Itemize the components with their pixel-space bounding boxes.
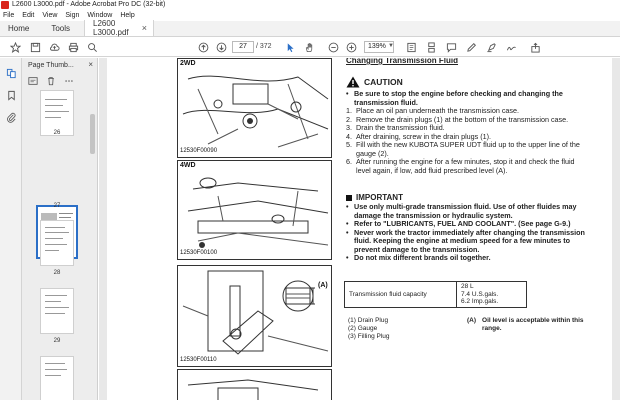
panel-title: Page Thumb... (28, 62, 74, 69)
step-6: 6. After running the engine for a few minutes, stop it and check the fluid level again, if low, add fluid prescribed level (A). (346, 157, 575, 175)
chevron-down-icon[interactable]: ▼ (388, 43, 394, 49)
zoom-level-select[interactable]: 139% (364, 41, 394, 53)
thumbnail-label: 26 (53, 130, 61, 136)
zoom-in-icon[interactable] (344, 40, 358, 54)
tab-document[interactable] (84, 20, 154, 36)
left-rail (0, 58, 22, 400)
important-title: IMPORTANT (356, 193, 403, 202)
caution-bullet: • Be sure to stop the engine before checking and changing the transmission fluid. (346, 90, 586, 107)
figure-label: 4WD (180, 162, 196, 169)
page-total: / 372 (256, 43, 272, 50)
bookmark-icon[interactable] (4, 88, 18, 102)
tab-bar (0, 21, 620, 37)
step-text: Fill with the new KUBOTA SUPER UDT fluid up to the upper line of the gauge (2). (356, 140, 580, 158)
capacity-table (344, 281, 527, 308)
panel-header (22, 58, 97, 73)
delete-page-icon[interactable] (45, 75, 57, 87)
search-icon[interactable] (85, 40, 99, 54)
step-text: Remove the drain plugs (1) at the bottom of the transmission case. (356, 114, 569, 124)
star-icon[interactable] (8, 40, 22, 54)
hand-tool-icon[interactable] (302, 40, 316, 54)
step-text: Drain the transmission fluid. (356, 123, 445, 132)
menu-sign[interactable]: Sign (65, 11, 80, 19)
menu-file[interactable]: File (3, 11, 15, 19)
important-bullet: • Refer to "LUBRICANTS, FUEL AND COOLANT". (See page G-9.) (346, 220, 586, 229)
page-thumbnails-panel (22, 58, 98, 400)
more-options-icon[interactable] (63, 75, 75, 87)
caution-title: CAUTION (364, 77, 403, 87)
warning-icon (346, 76, 360, 88)
page-down-icon[interactable] (214, 40, 228, 54)
tab-tools[interactable]: Tools (51, 23, 71, 33)
page-up-icon[interactable] (196, 40, 210, 54)
thumbnail-scrollbar[interactable] (90, 106, 95, 396)
note-a (467, 317, 587, 333)
figure-code: 12530F00100 (180, 250, 218, 256)
figure-callout: (A) (318, 282, 328, 289)
tab-document-label: L2600 L3000.pdf (93, 19, 129, 37)
sign-icon[interactable] (504, 40, 518, 54)
important-bullet: • Never work the tractor immediately after changing the transmission fluid. Keeping the engine at medium speed for a few minutes to prevent damage to the transmission. (346, 229, 586, 255)
step-2: 2. Remove the drain plugs (1) at the bottom of the transmission case. (346, 114, 569, 124)
save-icon[interactable] (28, 40, 42, 54)
thumbnail-options-icon[interactable] (27, 75, 39, 87)
thumbnail-tools (22, 73, 97, 89)
scroll-mode-icon[interactable] (424, 40, 438, 54)
legend-item: (2) Gauge (348, 325, 378, 332)
section-title: Changing Transmission Fluid (346, 58, 459, 65)
upload-cloud-icon[interactable] (47, 40, 61, 54)
step-text: After draining, screw in the drain plugs (1). (356, 131, 492, 141)
legend-item: (1) Drain Plug (348, 317, 389, 324)
instructions (346, 90, 586, 175)
figure-legend (348, 317, 390, 341)
zoom-out-icon[interactable] (326, 40, 340, 54)
step-text: After running the engine for a few minutes, stop it and check the fluid level again, if low, add fluid prescribed level (A). (356, 157, 575, 175)
step-1: 1. Place an oil pan underneath the transmission case. (346, 106, 520, 115)
fit-page-icon[interactable] (404, 40, 418, 54)
page-number-input[interactable]: 27 (232, 41, 254, 53)
legend-item: (3) Filling Plug (348, 333, 390, 340)
note-a-text: Oil level is acceptable within this range. (482, 317, 584, 332)
menu-help[interactable]: Help (120, 11, 135, 19)
figure-code: 12530F00090 (180, 148, 218, 154)
close-icon[interactable]: × (141, 23, 148, 33)
important-list (346, 203, 586, 263)
thumbnail-page[interactable] (40, 220, 74, 266)
scrollbar-thumb[interactable] (90, 114, 95, 154)
highlight-icon[interactable] (484, 40, 498, 54)
page-thumbnails-icon[interactable] (4, 66, 18, 80)
thumbnail-label: 28 (53, 270, 61, 276)
menu-edit[interactable]: Edit (22, 11, 35, 19)
step-3: 3. Drain the transmission fluid. (346, 123, 445, 132)
thumbnail-page[interactable] (40, 356, 74, 400)
attachment-icon[interactable] (4, 110, 18, 124)
thumbnail-page[interactable] (40, 288, 74, 334)
close-panel-icon[interactable]: × (88, 60, 93, 69)
pen-icon[interactable] (464, 40, 478, 54)
share-icon[interactable] (528, 40, 542, 54)
step-5: 5. Fill with the new KUBOTA SUPER UDT fluid up to the upper line of the gauge (2). (346, 140, 580, 158)
capacity-value: 7.4 U.S.gals. (461, 290, 499, 298)
important-heading (346, 193, 403, 202)
thumbnail-label-selected: 27 (53, 203, 61, 209)
menu-window[interactable]: Window (87, 11, 113, 19)
capacity-value: 28 L (461, 283, 474, 290)
caution-heading (346, 76, 403, 88)
note-a-key: (A) (467, 317, 477, 324)
important-bullet: • Do not mix different brands oil together. (346, 254, 586, 263)
document-viewport[interactable] (99, 58, 620, 400)
figure-label: 2WD (180, 60, 196, 67)
acrobat-app-icon (1, 1, 9, 9)
tab-home[interactable]: Home (8, 23, 30, 33)
comment-icon[interactable] (444, 40, 458, 54)
menu-view[interactable]: View (42, 11, 58, 19)
title-bar (0, 0, 620, 9)
capacity-values (457, 282, 527, 308)
step-4: 4. After draining, screw in the drain plugs (1). (346, 131, 492, 141)
page-text-layer (107, 58, 612, 400)
important-bullet: • Use only multi-grade transmission fluid. Use of other fluides may damage the transmission or hydraulic system. (346, 203, 586, 220)
square-bullet-icon (346, 195, 352, 201)
window-title: L2600 L3000.pdf - Adobe Acrobat Pro DC (32-bit) (12, 1, 166, 8)
main-toolbar (0, 37, 620, 57)
print-icon[interactable] (66, 40, 80, 54)
step-text: Place an oil pan underneath the transmission case. (356, 106, 520, 115)
select-cursor-icon[interactable] (283, 40, 297, 54)
capacity-value: 6.2 Imp.gals. (461, 298, 499, 305)
figure-code: 12530F00110 (180, 357, 217, 363)
capacity-label: Transmission fluid capacity (345, 282, 457, 308)
thumbnail-label: 29 (53, 338, 61, 344)
